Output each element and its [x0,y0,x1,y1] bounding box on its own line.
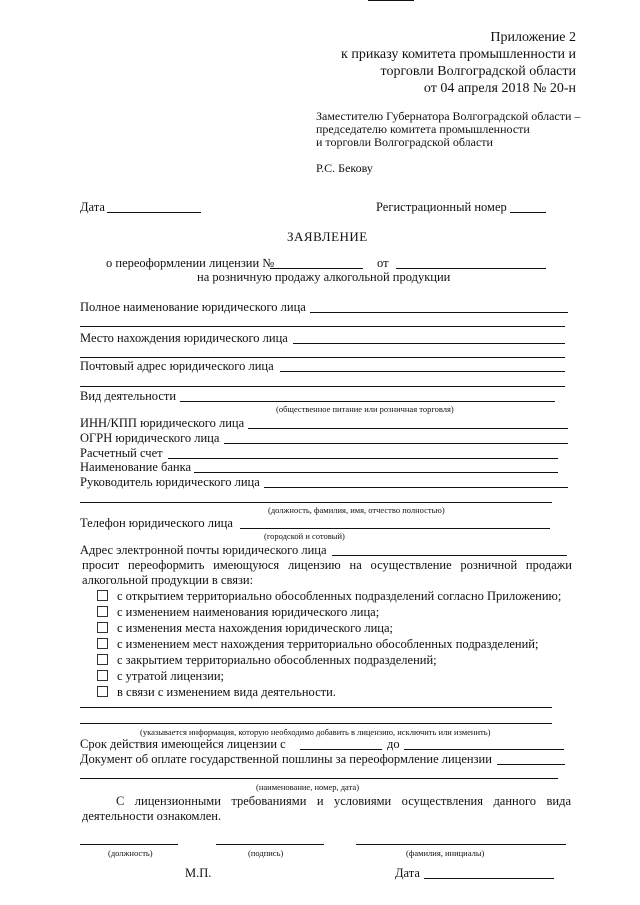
full-name-label: Полное наименование юридического лица [80,300,306,314]
ogrn-field[interactable] [224,443,568,444]
checkbox-icon[interactable] [97,638,108,649]
scan-artifact-line [368,0,414,1]
document-title: ЗАЯВЛЕНИЕ [287,229,368,244]
checkbox-icon[interactable] [97,622,108,633]
location-field-2[interactable] [80,357,565,358]
bank-field[interactable] [194,472,558,473]
account-label: Расчетный счет [80,446,163,460]
option-subdivision-location-change[interactable] [97,637,538,652]
stamp-label: М.П. [185,866,212,880]
change-info-hint: (указывается информация, которую необходимо добавить в лицензию, исключить или изменить) [140,727,491,737]
addressee-line-3: и торговли Волгоградской области [316,135,493,149]
position-field[interactable] [80,844,178,845]
order-date: от 04 апреля 2018 № 20-н [423,81,576,96]
head-field[interactable] [264,487,568,488]
checkbox-icon[interactable] [97,606,108,617]
payment-hint: (наименование, номер, дата) [256,782,360,792]
change-info-field-2[interactable] [80,723,552,724]
request-line-1: просит переоформить имеющуюся лицензию на осуществление розничной продажи [82,558,572,572]
option-label: в связи с изменением вида деятельности. [117,685,336,699]
activity-field[interactable] [180,401,555,402]
inn-field[interactable] [248,428,568,429]
license-date-field[interactable] [396,268,546,269]
option-label: с утратой лицензии; [117,669,225,683]
addressee-name: Р.С. Бекову [316,161,373,175]
phone-label: Телефон юридического лица [80,516,233,530]
signer-name-hint: (фамилия, инициалы) [406,848,485,858]
date-field[interactable] [107,212,201,213]
reg-number-label: Регистрационный номер [376,200,507,214]
payment-field-2[interactable] [80,778,558,779]
head-label: Руководитель юридического лица [80,475,260,489]
validity-label: Срок действия имеющейся лицензии с [80,737,286,751]
email-field[interactable] [332,555,567,556]
option-label: с изменения места нахождения юридического лица; [117,621,393,635]
signature-field[interactable] [216,844,324,845]
validity-from-field[interactable] [300,749,382,750]
option-open-subdivisions[interactable] [97,589,561,604]
checkbox-icon[interactable] [97,590,108,601]
request-line-2: алкогольной продукции в связи: [82,573,254,587]
addressee-line-2: председателю комитета промышленности [316,122,530,136]
postal-field-2[interactable] [80,386,565,387]
payment-label: Документ об оплате государственной пошлины за переоформление лицензии [80,752,492,766]
subject-license-label: о переоформлении лицензии № [106,256,275,270]
change-info-field-1[interactable] [80,707,552,708]
checkbox-icon[interactable] [97,654,108,665]
phone-field[interactable] [240,528,550,529]
bank-label: Наименование банка [80,460,192,474]
date-label: Дата [80,200,105,214]
committee-name: торговли Волгоградской области [380,64,576,79]
phone-hint: (городской и сотовый) [264,531,345,541]
activity-label: Вид деятельности [80,389,177,403]
location-field[interactable] [293,343,565,344]
email-label: Адрес электронной почты юридического лица [80,543,327,557]
ack-line-2: деятельности ознакомлен. [82,809,222,823]
checkbox-icon[interactable] [97,670,108,681]
full-name-field[interactable] [310,312,568,313]
subject-from-label: от [377,256,389,270]
checkbox-icon[interactable] [97,686,108,697]
validity-to-field[interactable] [404,749,564,750]
head-hint: (должность, фамилия, имя, отчество полностью) [268,505,445,515]
subject-line-2: на розничную продажу алкогольной продукции [197,270,451,284]
option-label: с изменением наименования юридического лица; [117,605,380,619]
inn-label: ИНН/КПП юридического лица [80,416,245,430]
validity-to-label: до [387,737,400,751]
postal-label: Почтовый адрес юридического лица [80,359,274,373]
option-location-change[interactable] [97,621,393,636]
sign-date-label: Дата [395,866,420,880]
full-name-field-2[interactable] [80,326,565,327]
full-name-sign-field[interactable] [356,844,566,845]
option-close-subdivisions[interactable] [97,653,437,668]
option-label: с изменением мест нахождения территориально обособленных подразделений; [117,637,539,651]
option-label: с открытием территориально обособленных подразделений согласно Приложению; [117,589,562,603]
reg-number-field[interactable] [510,212,546,213]
payment-field[interactable] [497,764,565,765]
sign-date-field[interactable] [424,878,554,879]
postal-field[interactable] [280,371,565,372]
appendix-title: Приложение 2 [490,30,576,45]
option-label: с закрытием территориально обособленных подразделений; [117,653,437,667]
account-field[interactable] [168,458,558,459]
option-license-lost[interactable] [97,669,224,684]
activity-hint: (общественное питание или розничная торговля) [276,404,454,414]
position-hint: (должность) [108,848,153,858]
head-field-2[interactable] [80,502,552,503]
ack-line-1: С лицензионными требованиями и условиями осуществления данного вида [116,794,571,808]
option-activity-change[interactable] [97,685,336,700]
ogrn-label: ОГРН юридического лица [80,431,220,445]
order-reference: к приказу комитета промышленности и [341,47,576,62]
signature-hint: (подпись) [248,848,284,858]
location-label: Место нахождения юридического лица [80,331,288,345]
license-number-field[interactable] [270,268,363,269]
addressee-line-1: Заместителю Губернатора Волгоградской области – [316,109,581,123]
option-name-change[interactable] [97,605,379,620]
